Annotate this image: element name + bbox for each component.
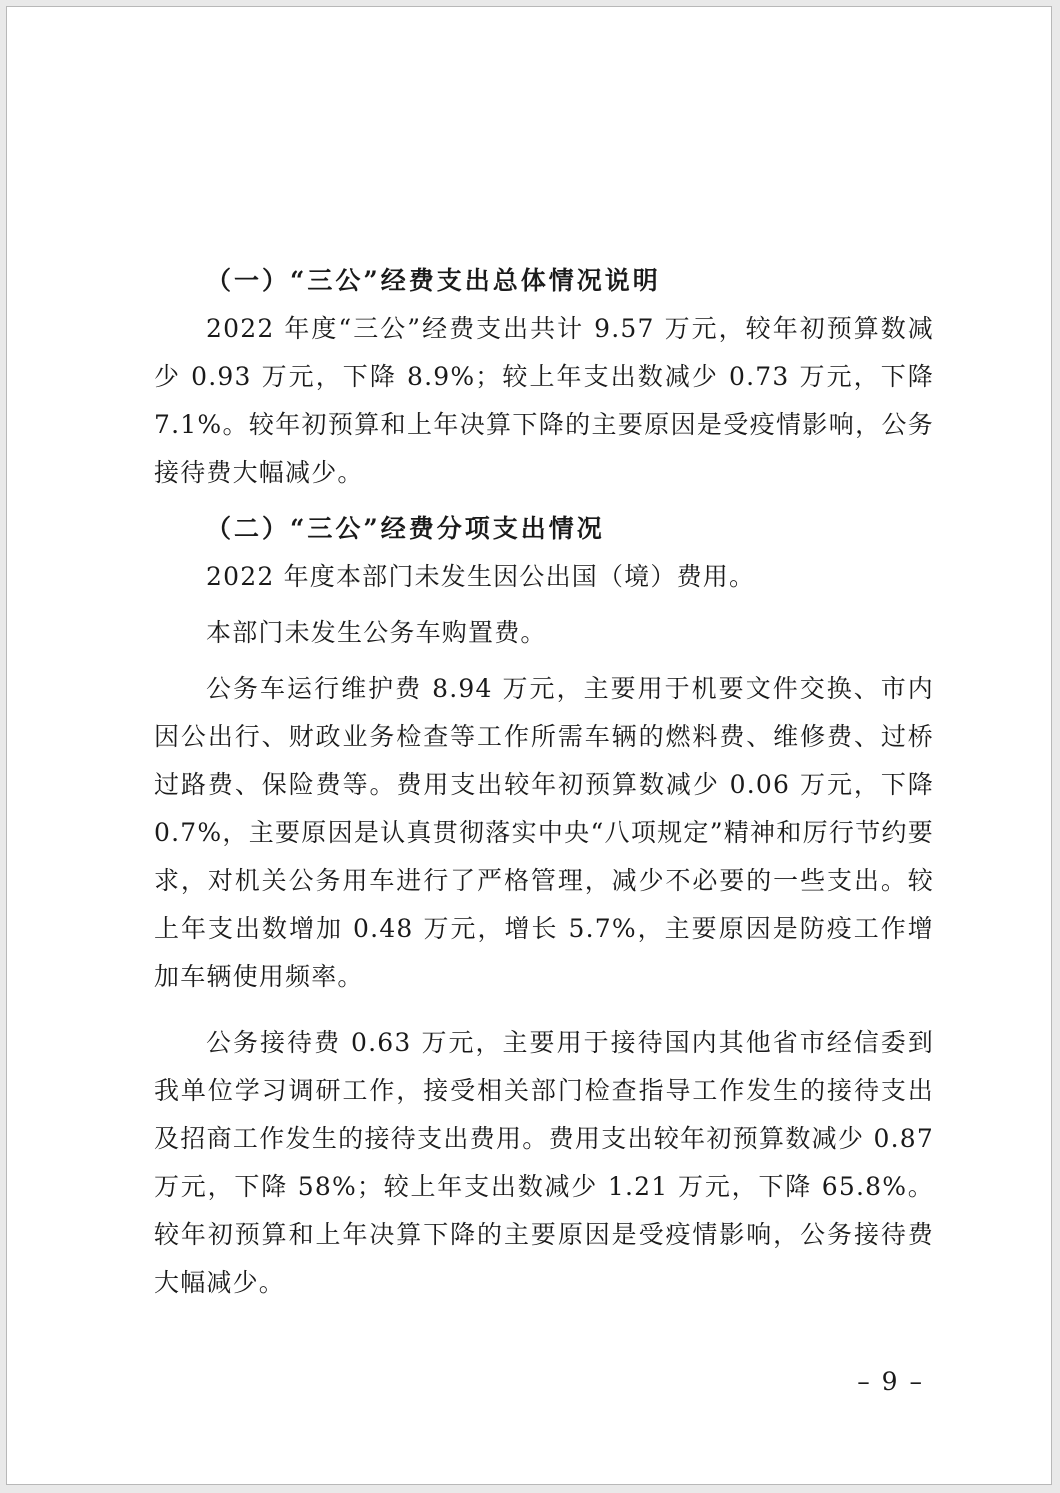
section-heading-itemized: （二）“三公”经费分项支出情况	[206, 514, 605, 543]
section-heading-overall: （一）“三公”经费支出总体情况说明	[206, 266, 661, 295]
page-number: – 9 –	[857, 1367, 924, 1396]
paragraph-overall: 2022 年度“三公”经费支出共计 9.57 万元，较年初预算数减少 0.93 万元，下降 8.9%；较上年支出数减少 0.73 万元，下降 7.1%。较年初预算和上年决算下降的主要原因是受疫情影响，公务接待费大幅减少。	[154, 314, 934, 487]
paragraph-vehicle-purchase: 本部门未发生公务车购置费。	[206, 618, 547, 647]
paragraph-reception: 公务接待费 0.63 万元，主要用于接待国内其他省市经信委到我单位学习调研工作，接受相关部门检查指导工作发生的接待支出及招商工作发生的接待支出费用。费用支出较年初预算数减少 0.87 万元，下降 58%；较上年支出数减少 1.21 万元，下降 65.8%。较年初预算和上年决算下降的主要原因是受疫情影响，公务接待费大幅减少。	[154, 1028, 934, 1297]
paragraph-overseas: 2022 年度本部门未发生因公出国（境）费用。	[206, 562, 756, 591]
paragraph-vehicle-maintenance: 公务车运行维护费 8.94 万元，主要用于机要文件交换、市内因公出行、财政业务检查等工作所需车辆的燃料费、维修费、过桥过路费、保险费等。费用支出较年初预算数减少 0.06 万元，下降 0.7%，主要原因是认真贯彻落实中央“八项规定”精神和厉行节约要求，对机关公务用车进行了严格管理，减少不必要的一些支出。较上年支出数增加 0.48 万元，增长 5.7%，主要原因是防疫工作增加车辆使用频率。	[154, 674, 934, 991]
document-page	[6, 6, 1052, 1485]
document-body	[154, 257, 934, 1307]
